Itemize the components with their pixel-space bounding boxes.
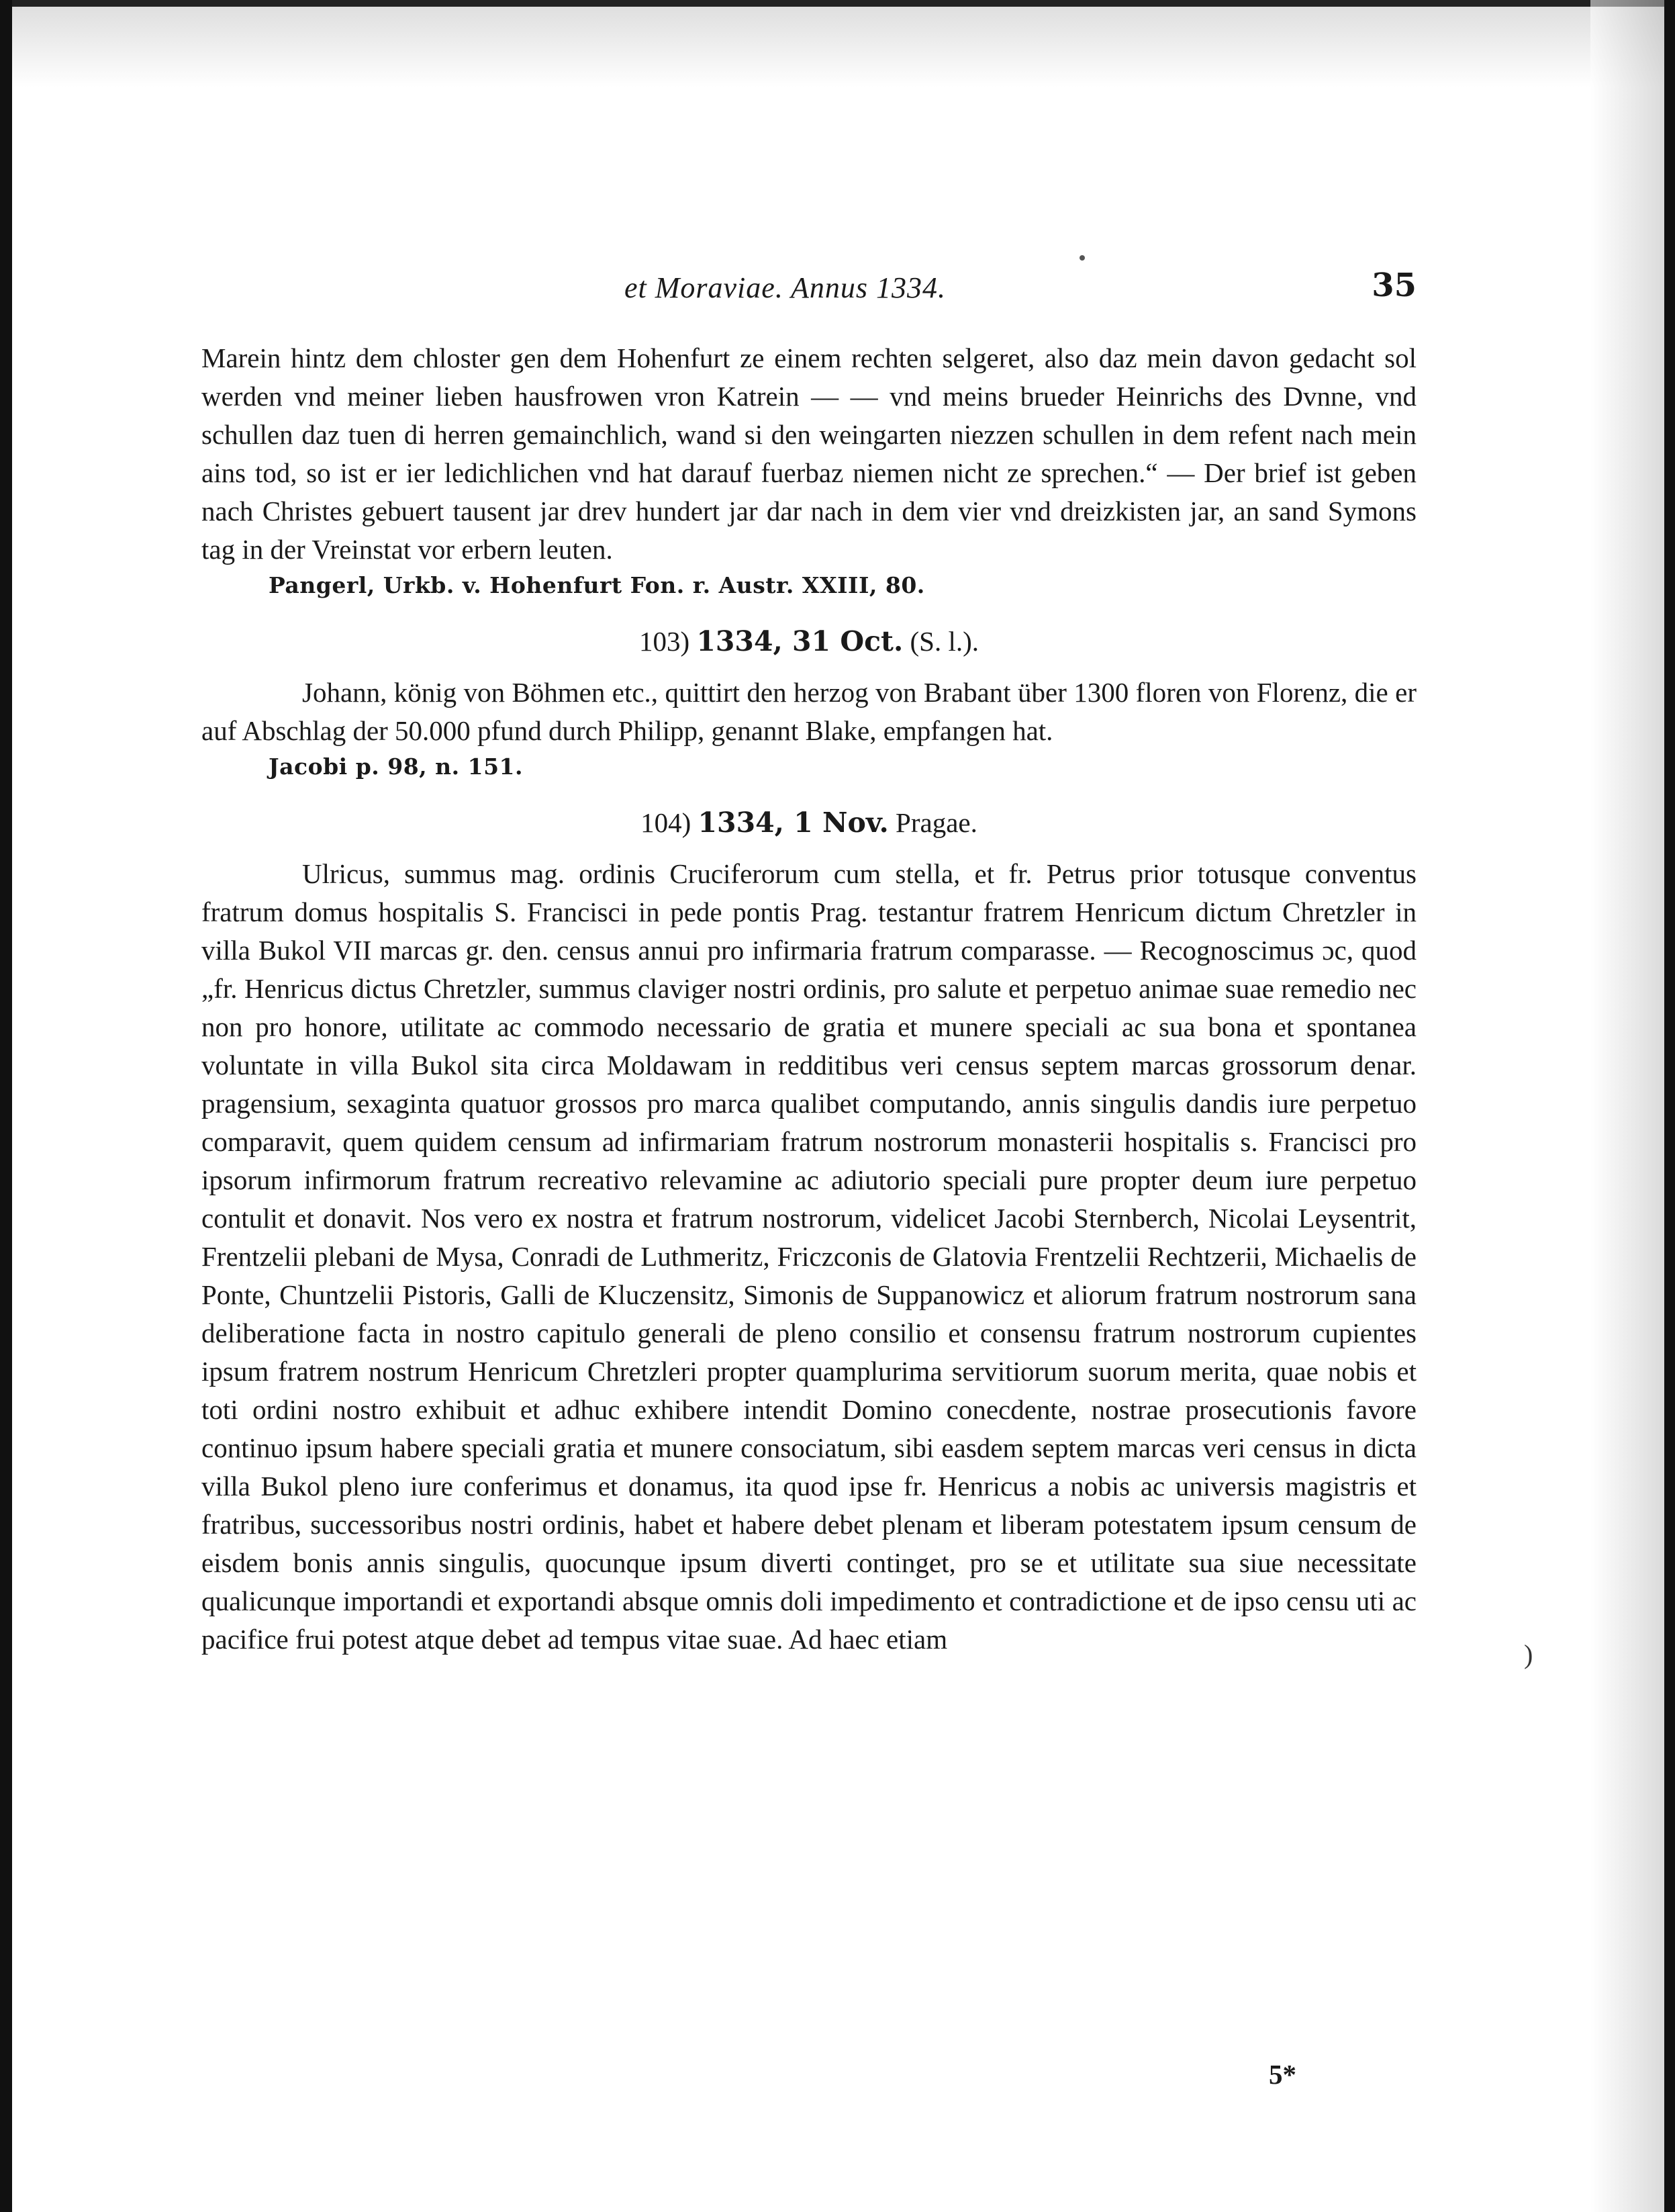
entry-104-number: 104) xyxy=(640,807,691,838)
entry-103-source: Jacobi p. 98, n. 151. xyxy=(269,753,523,780)
signature-mark: 5* xyxy=(1269,2059,1296,2090)
margin-mark: ) xyxy=(1524,1639,1533,1669)
page-header xyxy=(201,265,1417,312)
entry-103-date: 1334, 31 Oct. xyxy=(696,625,904,657)
entry-102-source: Pangerl, Urkb. v. Hohenfurt Fon. r. Austr. XXIII, 80. xyxy=(269,572,925,598)
entry-102-continuation: Marein hintz dem chloster gen dem Hohenfurt ze einem rechten selgeret, also daz mein davon gedacht sol werden vnd meiner lieben hausfrowen vron Katrein — — vnd meins brueder Heinrichs des Dvnne, vnd schullen daz tuen di herren gemainchlich, wand si den weingarten niezzen schullen in dem refent nach mein ains tod, so ist er ier ledichlichen vnd hat darauf fuerbaz niemen nicht ze sprechen.“ — Der brief ist geben nach Christes gebuert tausent jar drev hundert jar dar nach in dem vier vnd dreizkisten jar, an sand Symons tag in der Vreinstat vor erbern leuten. xyxy=(201,342,1417,565)
entry-103-place: (S. l.). xyxy=(910,626,979,657)
scan-shadow-top xyxy=(12,7,1664,87)
scan-shadow-right xyxy=(1590,0,1664,2212)
entry-104-text: Ulricus, summus mag. ordinis Cruciferorum cum stella, et fr. Petrus prior totusque conventus fratrum domus hospitalis S. Francisci in pede pontis Prag. testantur fratrem Henricum dictum Chretzler in villa Bukol VII marcas gr. den. census annui pro infirmaria fratrum comparasse. — Recognoscimus ɔc, quod „fr. Henricus dictus Chretzler, summus claviger nostri ordinis, pro salute et perpetuo animae suae remedio nec non pro honore, utilitate ac commodo necessario de gratia et munere speciali ac sua bona et spontanea voluntate in villa Bukol sita circa Moldawam in redditibus veri census septem marcas grossorum denar. pragensium, sexaginta quatuor grossos pro marca qualibet computando, annis singulis dandis iure perpetuo comparavit, quem quidem censum ad infirmariam fratrum nostrorum monasterii hospitalis s. Francisci pro ipsorum infirmorum fratrum recreativo relevamine ac adiutorio speciali pure propter deum iure perpetuo contulit et donavit. Nos vero ex nostra et fratrum nostrorum, videlicet Jacobi Sternberch, Nicolai Leysentrit, Frentzelii plebani de Mysa, Conradi de Luthmeritz, Friczconis de Glatovia Frentzelii Rechtzerii, Michaelis de Ponte, Chuntzelii Pistoris, Galli de Kluczensitz, Simonis de Suppanowicz et aliorum fratrum nostrorum sana deliberatione facta in nostro capitulo generali de pleno consilio et consensu fratrum nostrorum cupientes ipsum fratrem nostrum Henricum Chretzleri propter quamplurima servitiorum suorum merita, quae nobis et toti ordini nostro exhibuit et adhuc exhibere intendit Domino conecdente, nostrae prosecutionis favore continuo ipsum habere speciali gratia et munere consociatum, sibi easdem septem marcas veri census in dicta villa Bukol pleno iure conferimus et donamus, ita quod ipse fr. Henricus a nobis ac universis magistris et fratribus, successoribus nostri ordinis, habet et habere debet plenam et liberam potestatem ipsum censum de eisdem bonis annis singulis, quocunque ipsum diverti continget, pro se et utilitate sua siue necessitate qualicunque importandi et exportandi absque omnis doli impedimento et contradictione et de ipso censu uti ac pacifice frui potest atque debet ad tempus vitae suae. Ad haec etiam xyxy=(201,858,1417,1655)
speck xyxy=(1080,255,1085,261)
entry-104-heading xyxy=(201,802,1417,843)
entry-103-heading xyxy=(201,621,1417,661)
page-number: 35 xyxy=(1372,267,1417,304)
scan-border-left xyxy=(0,0,12,2212)
scan-border-right xyxy=(1664,0,1675,2212)
entry-104-date: 1334, 1 Nov. xyxy=(698,807,889,839)
entry-103-number: 103) xyxy=(638,626,690,657)
running-head: et Moraviae. Annus 1334. xyxy=(624,271,947,304)
entry-104-place: Pragae. xyxy=(896,807,977,838)
scan-border-top xyxy=(0,0,1675,7)
page-body xyxy=(201,339,1417,1659)
entry-103-text: Johann, könig von Böhmen etc., quittirt den herzog von Brabant über 1300 floren von Florenz, die er auf Abschlag der 50.000 pfund durch Philipp, genannt Blake, empfangen hat. xyxy=(201,677,1417,746)
